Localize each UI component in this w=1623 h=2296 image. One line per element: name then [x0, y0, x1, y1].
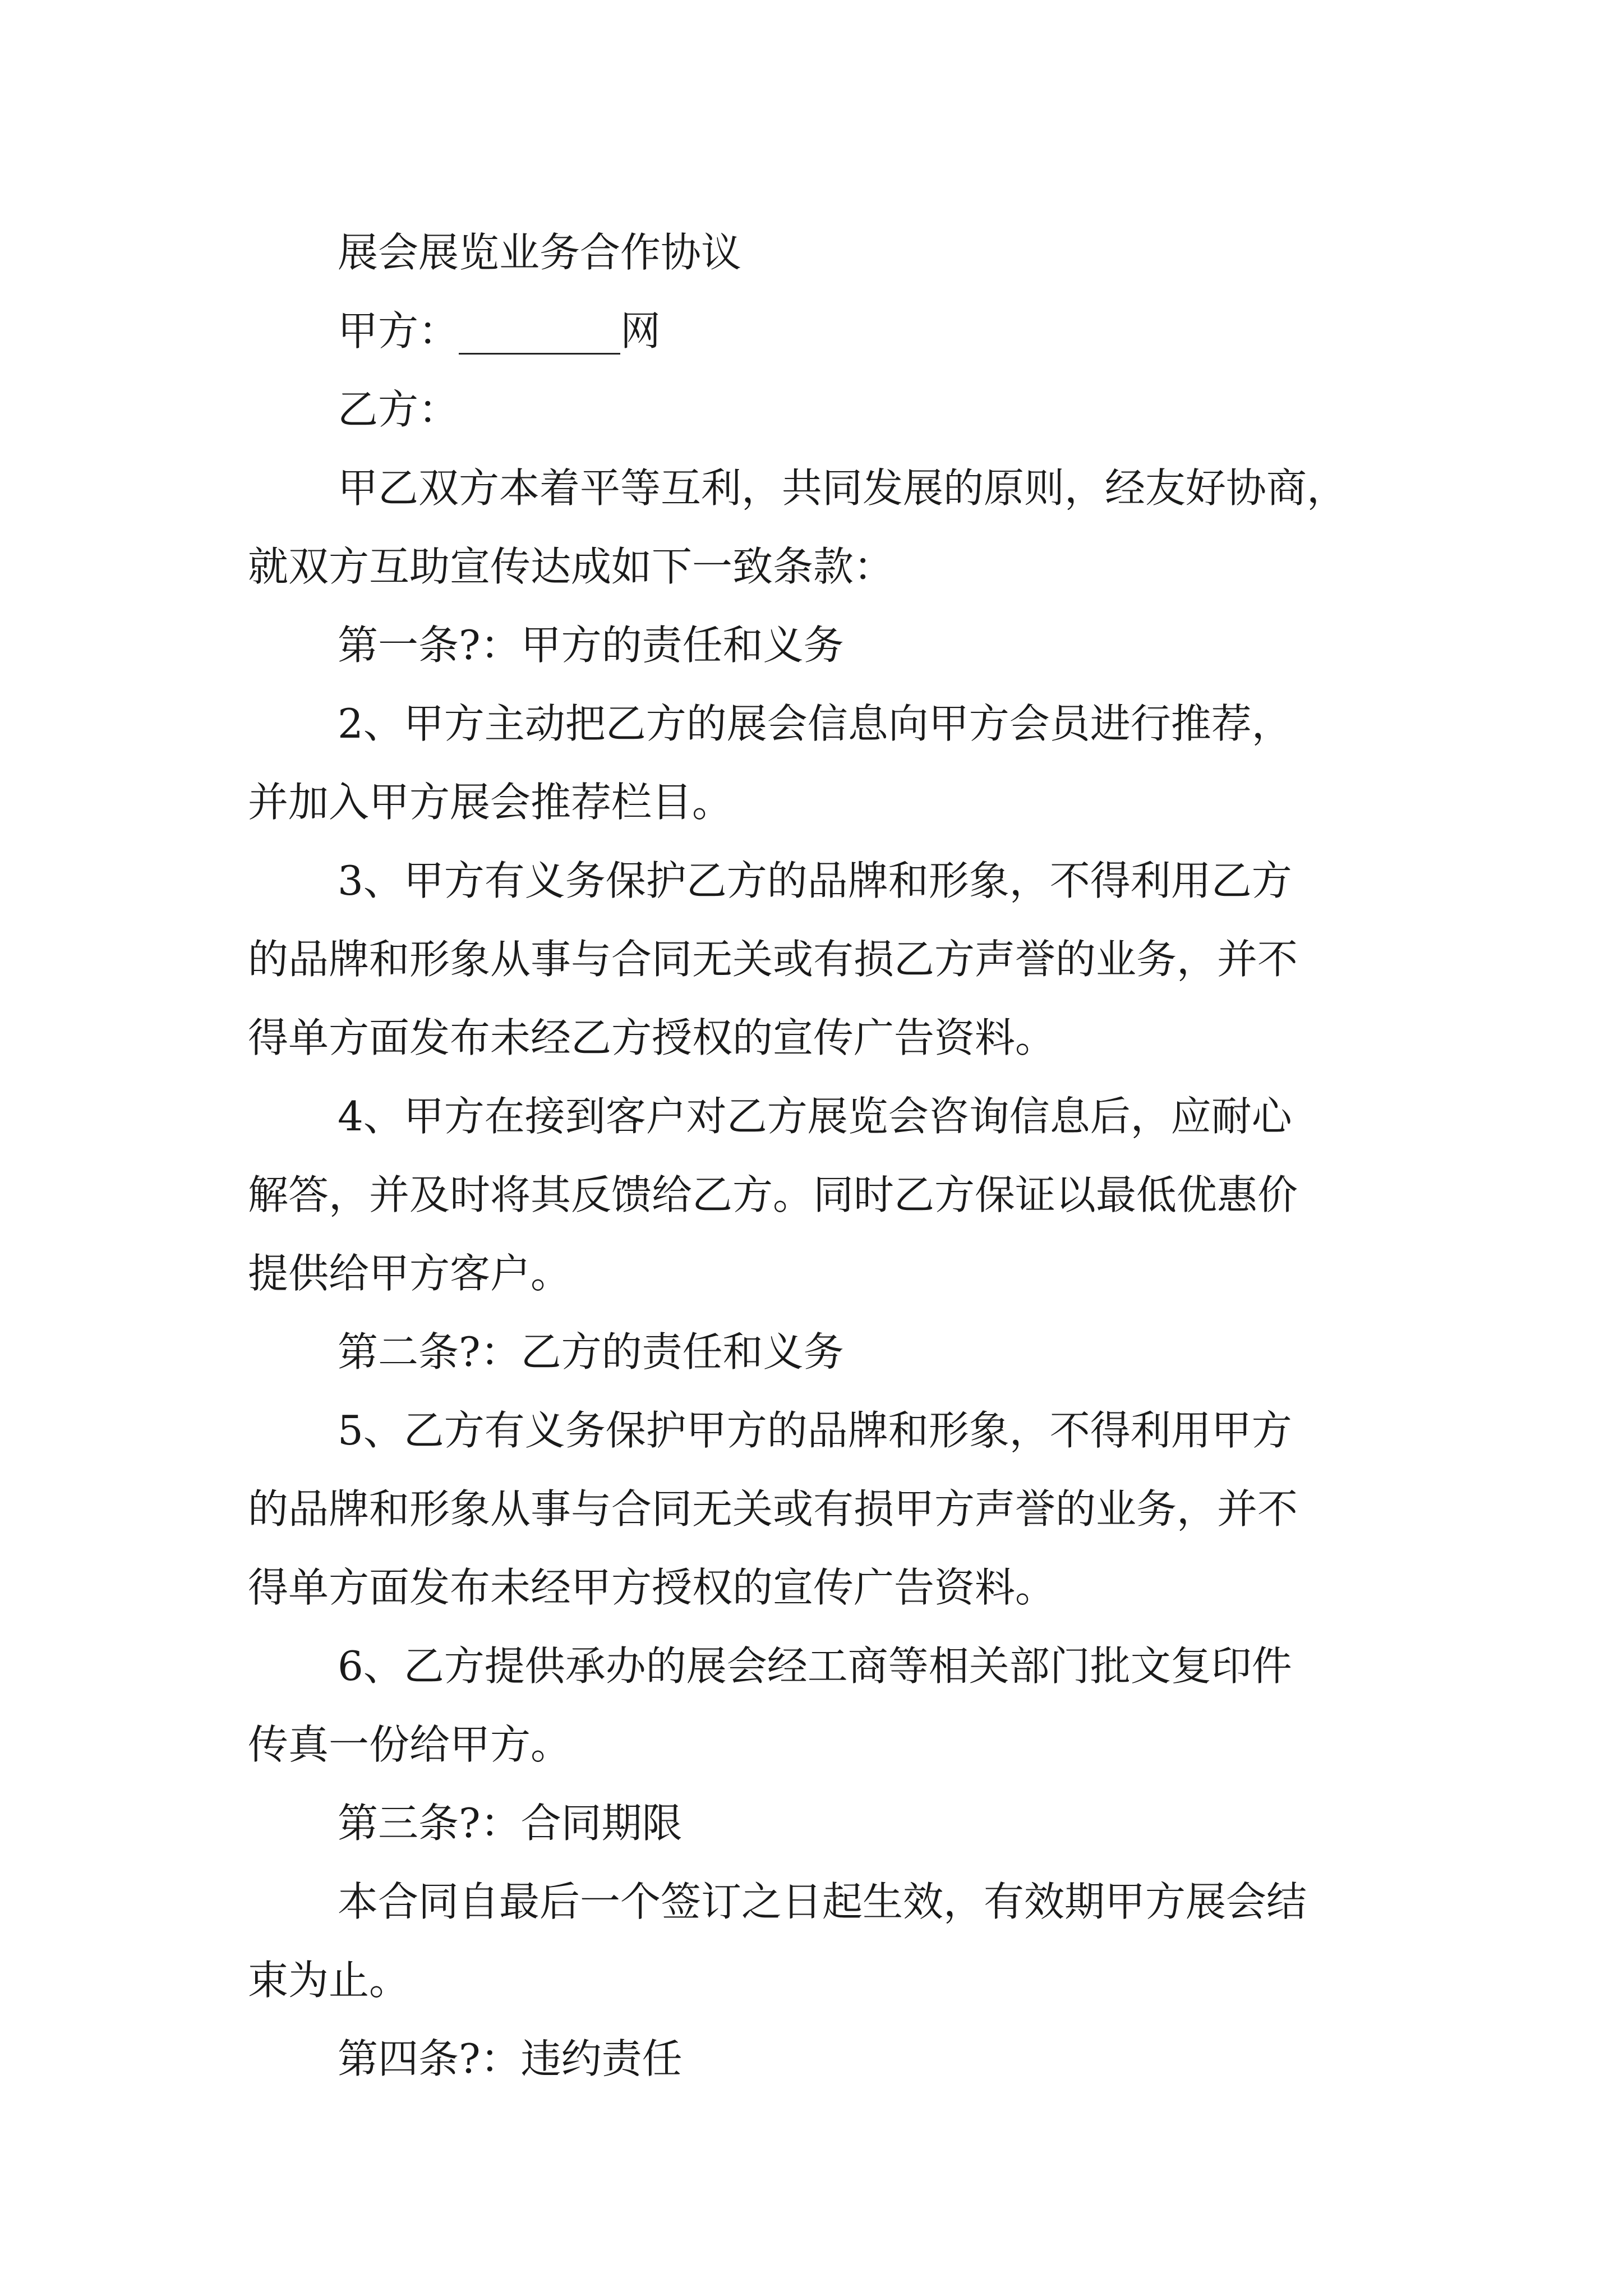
clause-2-line-1: 2、甲方主动把乙方的展会信息向甲方会员进行推荐，: [338, 700, 1292, 747]
document-title: 展会展览业务合作协议: [338, 229, 742, 276]
clause-5-line-3: 得单方面发布未经甲方授权的宣传广告资料。: [248, 1564, 1056, 1611]
article-3-heading: 第三条?：合同期限: [338, 1800, 683, 1847]
clause-4-line-1: 4、甲方在接到客户对乙方展览会咨询信息后，应耐心: [338, 1093, 1292, 1140]
clause-5-line-2: 的品牌和形象从事与合同无关或有损甲方声誉的业务，并不: [248, 1485, 1298, 1533]
party-a-line: 甲方：________网: [338, 307, 661, 355]
clause-3-line-1: 3、甲方有义务保护乙方的品牌和形象，不得利用乙方: [338, 857, 1292, 904]
clause-3-line-3: 得单方面发布未经乙方授权的宣传广告资料。: [248, 1014, 1056, 1061]
clause-3-line-2: 的品牌和形象从事与合同无关或有损乙方声誉的业务，并不: [248, 936, 1298, 983]
article-2-heading: 第二条?：乙方的责任和义务: [338, 1328, 844, 1375]
term-line-2: 束为止。: [248, 1957, 410, 2004]
clause-6-line-2: 传真一份给甲方。: [248, 1721, 571, 1768]
clause-2-line-2: 并加入甲方展会推荐栏目。: [248, 779, 733, 826]
clause-6-line-1: 6、乙方提供承办的展会经工商等相关部门批文复印件: [338, 1642, 1292, 1690]
clause-4-line-3: 提供给甲方客户。: [248, 1250, 571, 1297]
party-b-line: 乙方：: [338, 386, 459, 433]
article-4-heading: 第四条?：违约责任: [338, 2035, 683, 2082]
document-body: [248, 213, 1375, 2098]
preamble-line-2: 就双方互助宣传达成如下一致条款：: [248, 543, 895, 590]
article-1-heading: 第一条?：甲方的责任和义务: [338, 622, 844, 669]
preamble-line-1: 甲乙双方本着平等互利，共同发展的原则，经友好协商，: [338, 464, 1348, 512]
clause-4-line-2: 解答，并及时将其反馈给乙方。同时乙方保证以最低优惠价: [248, 1171, 1298, 1218]
term-line-1: 本合同自最后一个签订之日起生效，有效期甲方展会结: [338, 1878, 1307, 1925]
clause-5-line-1: 5、乙方有义务保护甲方的品牌和形象，不得利用甲方: [338, 1407, 1292, 1454]
